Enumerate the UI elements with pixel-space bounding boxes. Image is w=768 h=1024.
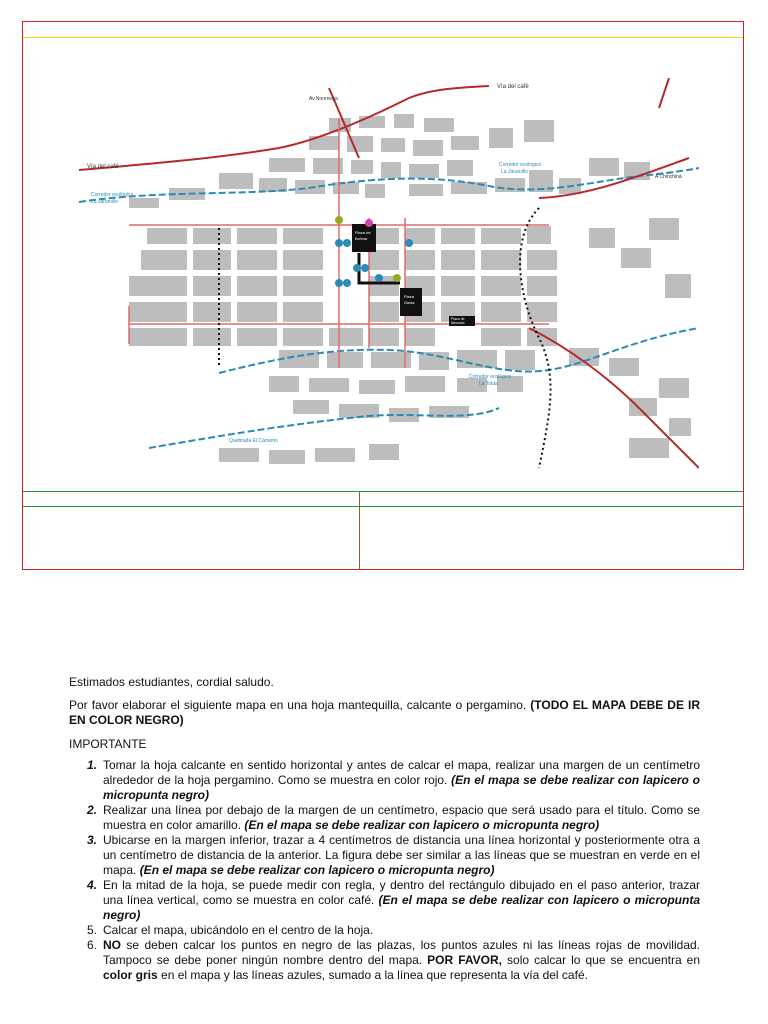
label-mercado-2: Mercado [451, 321, 465, 325]
city-map [69, 78, 699, 478]
steps-list [69, 758, 700, 983]
title-line-yellow [23, 37, 743, 38]
request-paragraph [69, 698, 700, 728]
label-corredor-tolda-1: Corredor ecológico [469, 374, 512, 380]
list-item [69, 923, 700, 938]
item-text: En la mitad de la hoja, se puede medir con regla, y dentro del rectángulo dibujado en el paso anterior, trazar una línea vertical, como se muestra en color café. [103, 878, 700, 907]
item-emphasis: (En el mapa se debe realizar con lapicero o micropunta negro) [103, 773, 700, 802]
request-bold: (TODO EL MAPA DEBE DE IR EN COLOR NEGRO) [69, 698, 700, 727]
list-item [69, 833, 700, 878]
label-avenida: Av.Norenega [309, 96, 338, 102]
item-text: Calcar el mapa, ubicándolo en el centro de la hoja. [103, 923, 374, 937]
item-emphasis: (En el mapa se debe realizar con lapicero o micropunta negro) [244, 818, 600, 832]
item-number: 5. [87, 923, 98, 937]
map-frame [22, 21, 744, 570]
item-number: 3. [87, 833, 98, 847]
item-number: 4. [87, 878, 98, 892]
label-plaza-otra-1: Plaza [404, 294, 415, 299]
item-bold: POR FAVOR, [427, 953, 502, 967]
item-text: se deben calcar los puntos en negro de las plazas, los puntos azules ni las líneas rojas de movilidad. Tampoco se debe poner ningún nombre dentro del mapa. [103, 938, 700, 967]
instructions [69, 675, 700, 983]
label-quebrada: Quebrada El Cártamo [229, 438, 278, 444]
item-number: 6. [87, 938, 98, 952]
center-line-brown [359, 491, 360, 569]
label-a-chinchina: A Chinchiná [655, 174, 682, 180]
label-via-cafe-top: Vía del café [497, 84, 529, 90]
label-corredor-right-1: Corredor ecológico [499, 162, 542, 168]
label-corredor-tolda-2: La Tolda [479, 381, 498, 387]
label-plaza-bolivar-1: Plaza de [355, 230, 371, 235]
label-corredor-right-2: La Jaramillo [501, 169, 528, 175]
item-text: en el mapa y las líneas azules, sumado a la línea que representa la vía del café. [157, 968, 588, 982]
greeting: Estimados estudiantes, cordial saludo. [69, 675, 274, 689]
list-item [69, 938, 700, 983]
list-item [69, 758, 700, 803]
label-mercado-1: Plaza de [451, 317, 465, 321]
bottom-line-green-1 [23, 491, 743, 492]
item-emphasis: (En el mapa se debe realizar con lapicero o micropunta negro) [103, 893, 700, 922]
label-plaza-otra-2: Santa [404, 300, 415, 305]
item-text: Ubicarse en la margen inferior, trazar a 4 centímetros de distancia una línea horizontal y posteriormente otra a un centímetro de distancia de la anterior. La figura debe ser similar a las líneas que se muestran en verde en el mapa. [103, 833, 700, 877]
important-heading: IMPORTANTE [69, 737, 147, 751]
label-corredor-left-1: Corredor ecológico [91, 192, 134, 198]
item-text: Tomar la hoja calcante en sentido horizontal y antes de calcar el mapa, realizar una margen de un centímetro alrededor de la hoja pergamino. Como se muestra en color rojo. [103, 758, 700, 787]
item-text: solo calcar lo que se encuentra en [502, 953, 701, 967]
label-plaza-bolivar-2: Bolívar [355, 236, 368, 241]
item-number: 2. [87, 803, 98, 817]
label-via-cafe-left: Vía del café [87, 164, 119, 170]
list-item [69, 803, 700, 833]
item-number: 1. [87, 758, 98, 772]
bottom-line-green-2 [23, 506, 743, 507]
item-emphasis: (En el mapa se debe realizar con lapicero o micropunta negro) [139, 863, 495, 877]
list-item [69, 878, 700, 923]
item-bold: color gris [103, 968, 158, 982]
item-bold: NO [103, 938, 121, 952]
request-text: Por favor elaborar el siguiente mapa en una hoja mantequilla, calcante o pergamino. [69, 698, 531, 712]
label-corredor-left-2: La Jaramillo [91, 199, 118, 205]
item-text: Realizar una línea por debajo de la margen de un centímetro, espacio que será usado para el título. Como se muestra en color amarillo. [103, 803, 700, 832]
